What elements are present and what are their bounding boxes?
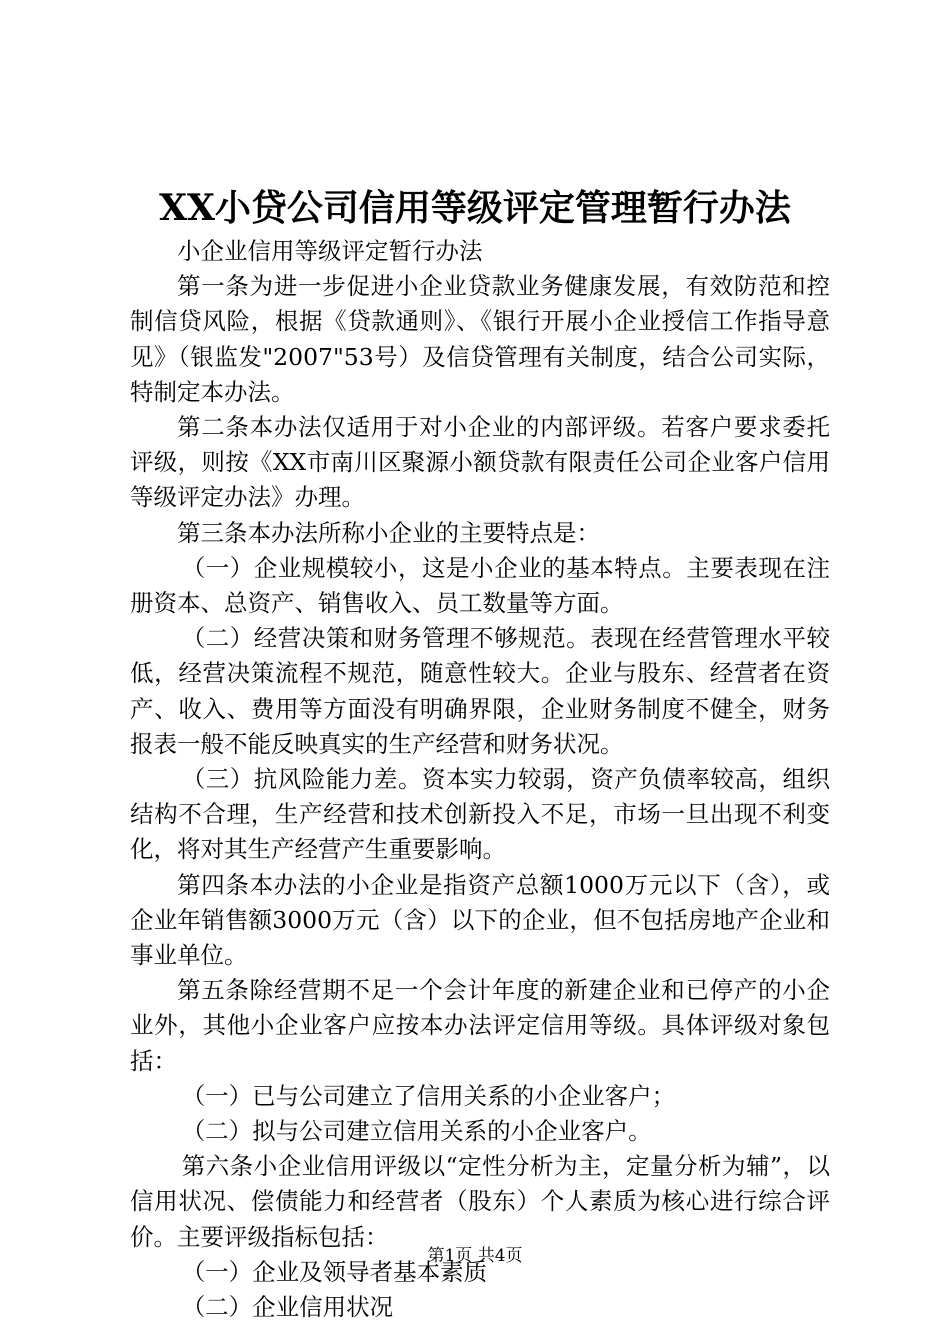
paragraph-article-6-item-2: （二）企业信用状况 bbox=[181, 1293, 394, 1322]
paragraph-article-1: 第一条为进一步促进小企业贷款业务健康发展，有效防范和控制信贷风险，根据《贷款通则》、《银行开展小企业授信工作指导意见》（银监发"2007"53号）及信贷管理有关制度，结合公司实际，特制定本办法。 bbox=[130, 272, 830, 406]
paragraph-article-6: 第六条小企业信用评级以“定性分析为主，定量分析为辅”，以信用状况、偿债能力和经营者（股东）个人素质为核心进行综合评价。主要评级指标包括： bbox=[130, 1152, 830, 1251]
paragraph-article-6-item-1: （一）企业及领导者基本素质 bbox=[181, 1257, 488, 1286]
paragraph-article-3-item-1: （一）企业规模较小，这是小企业的基本特点。主要表现在注册资本、总资产、销售收入、员工数量等方面。 bbox=[130, 553, 830, 618]
document-body bbox=[130, 234, 830, 1325]
paragraph-article-3-item-3: （三）抗风险能力差。资本实力较弱，资产负债率较高，组织结构不合理，生产经营和技术创新投入不足，市场一旦出现不利变化，将对其生产经营产生重要影响。 bbox=[130, 765, 830, 864]
paragraph-article-5-item-2: （二）拟与公司建立信用关系的小企业客户。 bbox=[181, 1117, 652, 1146]
paragraph-article-3: 第三条本办法所称小企业的主要特点是： bbox=[177, 518, 600, 547]
document-title: XX小贷公司信用等级评定管理暂行办法 bbox=[159, 187, 791, 229]
paragraph-article-2: 第二条本办法仅适用于对小企业的内部评级。若客户要求委托评级，则按《XX市南川区聚源小额贷款有限责任公司企业客户信用等级评定办法》办理。 bbox=[130, 413, 830, 512]
paragraph-article-5-item-1: （一）已与公司建立了信用关系的小企业客户； bbox=[181, 1081, 676, 1110]
paragraph-article-3-item-2: （二）经营决策和财务管理不够规范。表现在经营管理水平较低，经营决策流程不规范，随意性较大。企业与股东、经营者在资产、收入、费用等方面没有明确界限，企业财务制度不健全，财务报表一般不能反映真实的生产经营和财务状况。 bbox=[130, 624, 830, 758]
paragraph-article-4: 第四条本办法的小企业是指资产总额1000万元以下（含），或企业年销售额3000万元（含）以下的企业，但不包括房地产企业和事业单位。 bbox=[130, 870, 830, 970]
paragraph-article-5: 第五条除经营期不足一个会计年度的新建企业和已停产的小企业外，其他小企业客户应按本办法评定信用等级。具体评级对象包括： bbox=[130, 976, 830, 1075]
page-footer: 第1页 共4页 bbox=[427, 1246, 523, 1266]
paragraph-subtitle: 小企业信用等级评定暂行办法 bbox=[177, 237, 483, 265]
